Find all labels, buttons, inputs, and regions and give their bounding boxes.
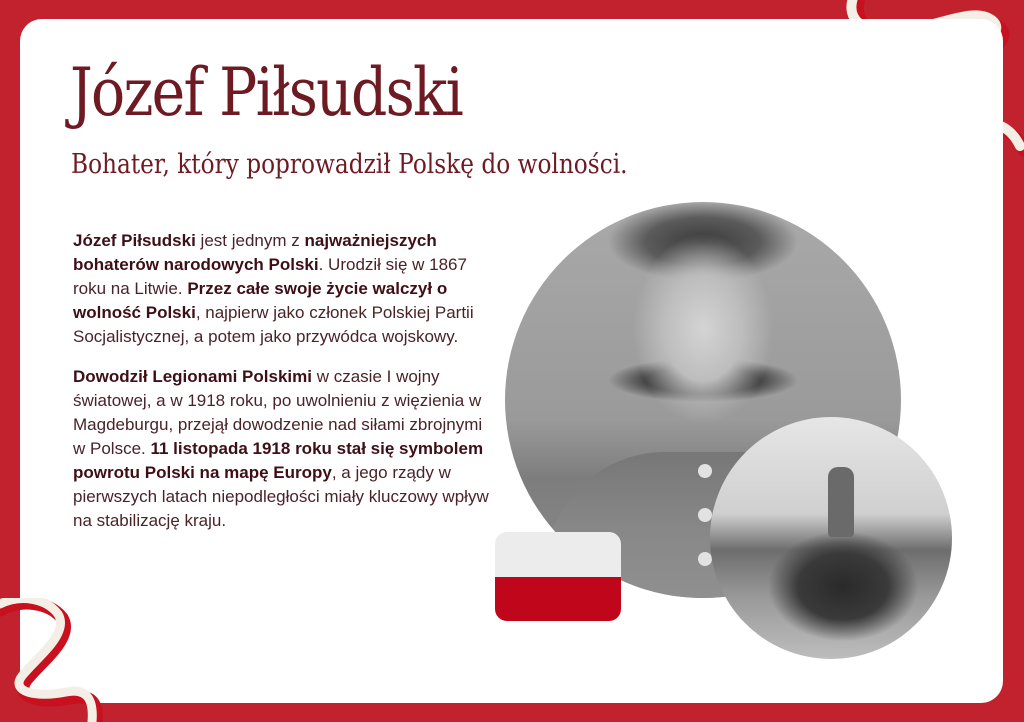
rider-figure xyxy=(828,467,854,537)
biography-text xyxy=(73,229,493,549)
flag-white-stripe xyxy=(495,532,621,577)
page-subtitle: Bohater, który poprowadził Polskę do wolności. xyxy=(71,149,628,180)
coat-button xyxy=(698,464,712,478)
horseback-photo xyxy=(710,417,952,659)
content-card xyxy=(20,19,1003,703)
text-bold: Przez całe swoje życie walczył o wolność Polski xyxy=(73,279,448,322)
text-bold: Józef Piłsudski xyxy=(73,231,196,250)
text-regular: w czasie I wojny światowej, a w 1918 roku, po uwolnieniu z więzienia w Magdeburgu, przejął dowodzenie nad siłami zbrojnymi w Polsce. xyxy=(73,367,483,458)
page-title: Józef Piłsudski xyxy=(70,54,463,131)
text-regular: jest jednym z xyxy=(195,231,305,250)
text-regular: , najpierw jako członek Polskiej Partii Socjalistycznej, a potem jako przywódca wojskowy. xyxy=(73,303,474,346)
text-regular: , a jego rządy w pierwszych latach niepodległości miały kluczowy wpływ na stabilizację kraju. xyxy=(73,463,489,530)
paragraph-1 xyxy=(73,229,493,349)
coat-button xyxy=(698,552,712,566)
flag-red-stripe xyxy=(495,577,621,621)
polish-flag-icon xyxy=(495,532,621,621)
text-bold: najważniejszych bohaterów narodowych Polski xyxy=(73,231,437,274)
text-regular: . Urodził się w 1867 roku na Litwie. xyxy=(73,255,467,298)
coat-button xyxy=(698,508,712,522)
paragraph-2 xyxy=(73,365,493,533)
text-bold: Dowodził Legionami Polskimi xyxy=(73,367,312,386)
text-bold: 11 listopada 1918 roku stał się symbolem powrotu Polski na mapę Europy xyxy=(73,439,484,482)
